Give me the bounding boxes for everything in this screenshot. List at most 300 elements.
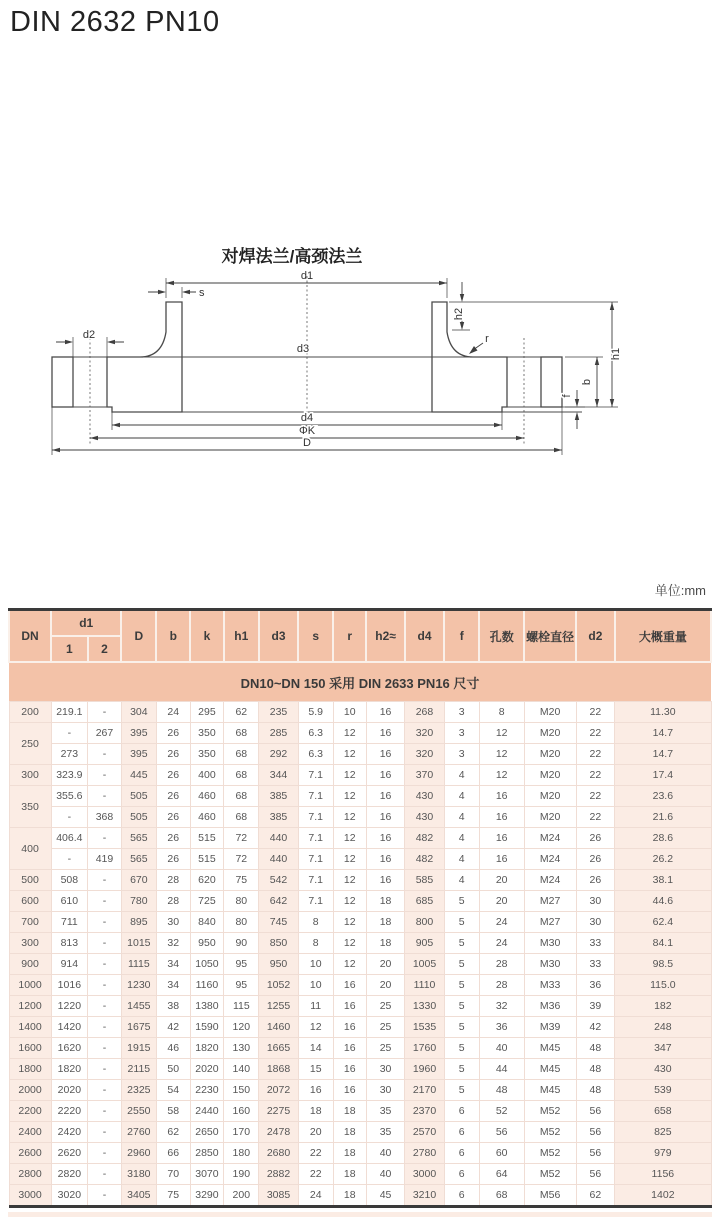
data-cell: 895: [121, 912, 156, 933]
data-cell: 2020: [190, 1059, 224, 1080]
data-cell: 430: [405, 786, 444, 807]
table-row: [9, 786, 711, 807]
data-cell: 95: [224, 975, 259, 996]
data-cell: 2020: [51, 1080, 88, 1101]
data-cell: 515: [190, 849, 224, 870]
data-cell: 30: [156, 912, 190, 933]
data-cell: 16: [333, 975, 366, 996]
data-cell: 7.1: [298, 870, 333, 891]
data-cell: 22: [576, 765, 615, 786]
data-cell: 170: [224, 1122, 259, 1143]
data-cell: M36: [524, 996, 576, 1017]
data-cell: 2882: [259, 1164, 298, 1185]
dn-cell: 3000: [9, 1185, 51, 1207]
data-cell: -: [88, 828, 122, 849]
data-cell: M27: [524, 912, 576, 933]
dim-label-b: b: [581, 378, 593, 386]
data-cell: M45: [524, 1038, 576, 1059]
dn-cell: 1600: [9, 1038, 51, 1059]
bottom-strip: [8, 1212, 712, 1217]
dn-cell: 250: [9, 723, 51, 765]
data-cell: 12: [333, 849, 366, 870]
data-cell: 642: [259, 891, 298, 912]
data-cell: 38.1: [615, 870, 711, 891]
table-row: [9, 1164, 711, 1185]
dn-cell: 2600: [9, 1143, 51, 1164]
dn-cell: 2800: [9, 1164, 51, 1185]
data-cell: 5: [444, 1017, 479, 1038]
data-cell: 70: [156, 1164, 190, 1185]
data-cell: 62.4: [615, 912, 711, 933]
data-cell: 385: [259, 807, 298, 828]
data-cell: -: [88, 765, 122, 786]
data-cell: M52: [524, 1122, 576, 1143]
data-cell: 1160: [190, 975, 224, 996]
table-row: [9, 1017, 711, 1038]
data-cell: 3070: [190, 1164, 224, 1185]
data-cell: 48: [576, 1080, 615, 1101]
data-cell: -: [88, 1038, 122, 1059]
data-cell: 12: [333, 891, 366, 912]
table-row: [9, 849, 711, 870]
data-cell: 505: [121, 807, 156, 828]
data-cell: 620: [190, 870, 224, 891]
data-cell: 1402: [615, 1185, 711, 1207]
col-header-11: 螺栓直径: [524, 610, 576, 663]
data-cell: 10: [333, 702, 366, 723]
data-cell: 4: [444, 828, 479, 849]
data-cell: 780: [121, 891, 156, 912]
data-cell: 4: [444, 807, 479, 828]
data-cell: 62: [576, 1185, 615, 1207]
data-cell: 3405: [121, 1185, 156, 1207]
data-cell: -: [88, 1185, 122, 1207]
data-cell: 40: [479, 1038, 524, 1059]
data-cell: -: [88, 786, 122, 807]
data-cell: 5: [444, 975, 479, 996]
data-cell: 395: [121, 723, 156, 744]
col-header-10: 孔数: [479, 610, 524, 663]
data-cell: 292: [259, 744, 298, 765]
data-cell: 1016: [51, 975, 88, 996]
data-cell: 22: [576, 702, 615, 723]
data-cell: 120: [224, 1017, 259, 1038]
data-cell: 12: [333, 933, 366, 954]
data-cell: 8: [298, 933, 333, 954]
data-cell: 1455: [121, 996, 156, 1017]
data-cell: -: [51, 723, 88, 744]
data-cell: 30: [366, 1080, 405, 1101]
data-cell: 1868: [259, 1059, 298, 1080]
dim-label-f: f: [561, 394, 573, 398]
data-cell: 1230: [121, 975, 156, 996]
data-cell: 190: [224, 1164, 259, 1185]
data-cell: 850: [259, 933, 298, 954]
data-cell: M39: [524, 1017, 576, 1038]
data-cell: 385: [259, 786, 298, 807]
data-cell: 460: [190, 786, 224, 807]
data-cell: 1675: [121, 1017, 156, 1038]
data-cell: -: [51, 849, 88, 870]
col-header-12: d2: [576, 610, 615, 663]
data-cell: 4: [444, 849, 479, 870]
data-cell: 12: [479, 765, 524, 786]
data-cell: 72: [224, 849, 259, 870]
data-cell: 1820: [51, 1059, 88, 1080]
data-cell: 75: [224, 870, 259, 891]
data-cell: 18: [333, 1122, 366, 1143]
data-cell: 11: [298, 996, 333, 1017]
data-cell: 60: [479, 1143, 524, 1164]
data-cell: 10: [298, 975, 333, 996]
data-cell: 2760: [121, 1122, 156, 1143]
dn-cell: 300: [9, 933, 51, 954]
data-cell: 68: [224, 786, 259, 807]
data-cell: 26.2: [615, 849, 711, 870]
data-cell: 36: [479, 1017, 524, 1038]
data-cell: 350: [190, 744, 224, 765]
data-cell: 12: [479, 723, 524, 744]
data-cell: 18: [366, 933, 405, 954]
data-cell: 267: [88, 723, 122, 744]
dn-cell: 200: [9, 702, 51, 723]
data-cell: 30: [576, 891, 615, 912]
data-cell: 979: [615, 1143, 711, 1164]
data-cell: M45: [524, 1080, 576, 1101]
data-cell: 14.7: [615, 744, 711, 765]
dim-label-d3: d3: [296, 343, 310, 355]
data-cell: 12: [333, 870, 366, 891]
data-cell: 295: [190, 702, 224, 723]
data-cell: 62: [156, 1122, 190, 1143]
data-cell: 508: [51, 870, 88, 891]
data-cell: 2478: [259, 1122, 298, 1143]
data-cell: 5: [444, 1038, 479, 1059]
data-cell: 18: [366, 912, 405, 933]
data-cell: 4: [444, 870, 479, 891]
data-cell: 22: [576, 786, 615, 807]
col-header-7: h2≈: [366, 610, 405, 663]
data-cell: 150: [224, 1080, 259, 1101]
data-cell: 22: [298, 1143, 333, 1164]
data-cell: 12: [333, 912, 366, 933]
data-cell: 12: [298, 1017, 333, 1038]
data-cell: 1460: [259, 1017, 298, 1038]
data-cell: 3020: [51, 1185, 88, 1207]
data-cell: 542: [259, 870, 298, 891]
data-cell: 30: [366, 1059, 405, 1080]
data-cell: 8: [479, 702, 524, 723]
data-cell: 56: [576, 1143, 615, 1164]
data-cell: 2325: [121, 1080, 156, 1101]
table-row: [9, 891, 711, 912]
data-cell: 320: [405, 744, 444, 765]
data-cell: 460: [190, 807, 224, 828]
data-cell: 28: [479, 975, 524, 996]
table-row: [9, 1101, 711, 1122]
table-row: [9, 996, 711, 1017]
data-cell: 75: [156, 1185, 190, 1207]
dim-label-d2: d2: [82, 329, 96, 341]
data-cell: 515: [190, 828, 224, 849]
table-banner: DN10~DN 150 采用 DIN 2633 PN16 尺寸: [9, 662, 711, 702]
data-cell: 950: [259, 954, 298, 975]
data-cell: 1590: [190, 1017, 224, 1038]
data-cell: 16: [366, 807, 405, 828]
table-row: [9, 975, 711, 996]
data-cell: M30: [524, 954, 576, 975]
data-cell: 3000: [405, 1164, 444, 1185]
data-cell: 745: [259, 912, 298, 933]
dim-label-s: s: [199, 287, 205, 299]
data-cell: -: [88, 1101, 122, 1122]
data-cell: M56: [524, 1185, 576, 1207]
data-cell: 28.6: [615, 828, 711, 849]
col-header-6: r: [333, 610, 366, 663]
data-cell: 1015: [121, 933, 156, 954]
data-cell: -: [88, 996, 122, 1017]
data-cell: 505: [121, 786, 156, 807]
dim-label-bolt-circle: ΦK: [298, 425, 316, 437]
data-cell: 2115: [121, 1059, 156, 1080]
table-row: [9, 1038, 711, 1059]
data-cell: 32: [479, 996, 524, 1017]
data-cell: -: [88, 975, 122, 996]
col-header-8: d4: [405, 610, 444, 663]
flange-right-edge-section: [541, 357, 562, 407]
data-cell: 1620: [51, 1038, 88, 1059]
data-cell: 16: [333, 1059, 366, 1080]
data-cell: 6: [444, 1101, 479, 1122]
col-header-2: k: [190, 610, 224, 663]
data-cell: 5: [444, 933, 479, 954]
data-cell: 2275: [259, 1101, 298, 1122]
data-cell: 16: [366, 828, 405, 849]
dn-cell: 900: [9, 954, 51, 975]
data-cell: 16: [366, 786, 405, 807]
data-cell: 16: [366, 849, 405, 870]
data-cell: 7.1: [298, 807, 333, 828]
data-cell: 344: [259, 765, 298, 786]
dim-label-d4: d4: [300, 412, 314, 424]
data-cell: 98.5: [615, 954, 711, 975]
data-cell: 323.9: [51, 765, 88, 786]
table-row: [9, 933, 711, 954]
data-cell: 7.1: [298, 765, 333, 786]
data-cell: 12: [333, 744, 366, 765]
dim-label-h2: h2: [453, 307, 465, 321]
data-cell: 22: [576, 744, 615, 765]
data-cell: 25: [366, 1017, 405, 1038]
data-cell: M33: [524, 975, 576, 996]
dim-label-r: r: [485, 333, 489, 345]
data-cell: 2960: [121, 1143, 156, 1164]
data-cell: M20: [524, 702, 576, 723]
data-cell: 16: [366, 765, 405, 786]
data-cell: 46: [156, 1038, 190, 1059]
data-cell: 95: [224, 954, 259, 975]
data-cell: 44: [479, 1059, 524, 1080]
data-cell: 44.6: [615, 891, 711, 912]
data-cell: -: [88, 954, 122, 975]
data-cell: 304: [121, 702, 156, 723]
data-cell: 950: [190, 933, 224, 954]
data-cell: 4: [444, 765, 479, 786]
data-cell: 18: [333, 1143, 366, 1164]
data-cell: 39: [576, 996, 615, 1017]
data-cell: -: [88, 870, 122, 891]
data-cell: 6: [444, 1164, 479, 1185]
data-cell: 12: [333, 807, 366, 828]
data-cell: 15: [298, 1059, 333, 1080]
flange-left-edge-section: [52, 357, 73, 407]
dim-label-D: D: [303, 437, 311, 449]
data-cell: 26: [156, 765, 190, 786]
data-cell: 26: [156, 849, 190, 870]
table-row: [9, 912, 711, 933]
data-cell: 5: [444, 954, 479, 975]
data-cell: 32: [156, 933, 190, 954]
flange-drawing: [0, 240, 720, 475]
data-cell: 18: [298, 1101, 333, 1122]
data-cell: 66: [156, 1143, 190, 1164]
data-cell: 36: [576, 975, 615, 996]
data-cell: 35: [366, 1101, 405, 1122]
dn-cell: 300: [9, 765, 51, 786]
data-cell: -: [88, 1164, 122, 1185]
data-cell: 725: [190, 891, 224, 912]
data-cell: 24: [479, 912, 524, 933]
data-cell: 64: [479, 1164, 524, 1185]
data-cell: 368: [88, 807, 122, 828]
data-cell: 539: [615, 1080, 711, 1101]
data-cell: 1960: [405, 1059, 444, 1080]
data-cell: 180: [224, 1143, 259, 1164]
data-cell: M24: [524, 849, 576, 870]
data-cell: 12: [333, 786, 366, 807]
col-header-1: b: [156, 610, 190, 663]
data-cell: 3: [444, 702, 479, 723]
data-cell: 42: [156, 1017, 190, 1038]
data-cell: 658: [615, 1101, 711, 1122]
data-cell: 42: [576, 1017, 615, 1038]
data-cell: 395: [121, 744, 156, 765]
data-cell: 2650: [190, 1122, 224, 1143]
data-cell: 1915: [121, 1038, 156, 1059]
data-cell: 5: [444, 1080, 479, 1101]
data-cell: 24: [479, 933, 524, 954]
dn-cell: 1400: [9, 1017, 51, 1038]
data-cell: 30: [576, 912, 615, 933]
col-header-dn: DN: [9, 610, 51, 663]
data-cell: 585: [405, 870, 444, 891]
data-cell: 48: [479, 1080, 524, 1101]
data-cell: 26: [156, 744, 190, 765]
table-row: [9, 1080, 711, 1101]
data-cell: 7.1: [298, 828, 333, 849]
data-cell: 33: [576, 933, 615, 954]
dn-cell: 2200: [9, 1101, 51, 1122]
table-row: [9, 744, 711, 765]
data-cell: 26: [576, 828, 615, 849]
data-cell: 48: [576, 1059, 615, 1080]
data-cell: 80: [224, 891, 259, 912]
data-cell: 14: [298, 1038, 333, 1059]
data-cell: M52: [524, 1143, 576, 1164]
data-cell: 28: [156, 891, 190, 912]
data-cell: 62: [224, 702, 259, 723]
data-cell: 914: [51, 954, 88, 975]
data-cell: 1156: [615, 1164, 711, 1185]
col-header-4: d3: [259, 610, 298, 663]
data-cell: 8: [298, 912, 333, 933]
data-cell: 90: [224, 933, 259, 954]
data-cell: 23.6: [615, 786, 711, 807]
data-cell: -: [88, 1017, 122, 1038]
data-cell: 1115: [121, 954, 156, 975]
data-cell: 813: [51, 933, 88, 954]
data-cell: 182: [615, 996, 711, 1017]
dn-cell: 700: [9, 912, 51, 933]
data-cell: 825: [615, 1122, 711, 1143]
data-cell: 200: [224, 1185, 259, 1207]
data-cell: 28: [156, 870, 190, 891]
data-cell: 16: [479, 786, 524, 807]
data-cell: 419: [88, 849, 122, 870]
table-row: [9, 1122, 711, 1143]
data-cell: 445: [121, 765, 156, 786]
data-cell: 350: [190, 723, 224, 744]
data-cell: 5.9: [298, 702, 333, 723]
data-cell: 26: [156, 828, 190, 849]
data-cell: 11.30: [615, 702, 711, 723]
data-cell: M24: [524, 828, 576, 849]
data-cell: 68: [479, 1185, 524, 1207]
data-cell: M52: [524, 1164, 576, 1185]
data-cell: 68: [224, 807, 259, 828]
dn-cell: 350: [9, 786, 51, 828]
data-cell: -: [88, 912, 122, 933]
spec-table-wrap: [8, 608, 712, 1208]
data-cell: -: [88, 1122, 122, 1143]
data-cell: 5: [444, 912, 479, 933]
dn-cell: 1000: [9, 975, 51, 996]
data-cell: 115.0: [615, 975, 711, 996]
data-cell: 40: [366, 1164, 405, 1185]
data-cell: 18: [333, 1164, 366, 1185]
data-cell: 58: [156, 1101, 190, 1122]
unit-label: 单位:mm: [654, 583, 706, 598]
data-cell: 347: [615, 1038, 711, 1059]
data-cell: 7.1: [298, 849, 333, 870]
data-cell: 905: [405, 933, 444, 954]
data-cell: 430: [405, 807, 444, 828]
data-cell: 130: [224, 1038, 259, 1059]
data-cell: M20: [524, 744, 576, 765]
data-cell: 18: [333, 1185, 366, 1207]
data-cell: 25: [366, 1038, 405, 1059]
data-cell: 840: [190, 912, 224, 933]
col-header-d1-sub-1: 2: [88, 636, 122, 662]
data-cell: 10: [298, 954, 333, 975]
data-cell: 24: [298, 1185, 333, 1207]
data-cell: M30: [524, 933, 576, 954]
data-cell: 1665: [259, 1038, 298, 1059]
data-cell: 16: [479, 828, 524, 849]
table-row: [9, 723, 711, 744]
data-cell: 56: [576, 1122, 615, 1143]
data-cell: -: [88, 744, 122, 765]
